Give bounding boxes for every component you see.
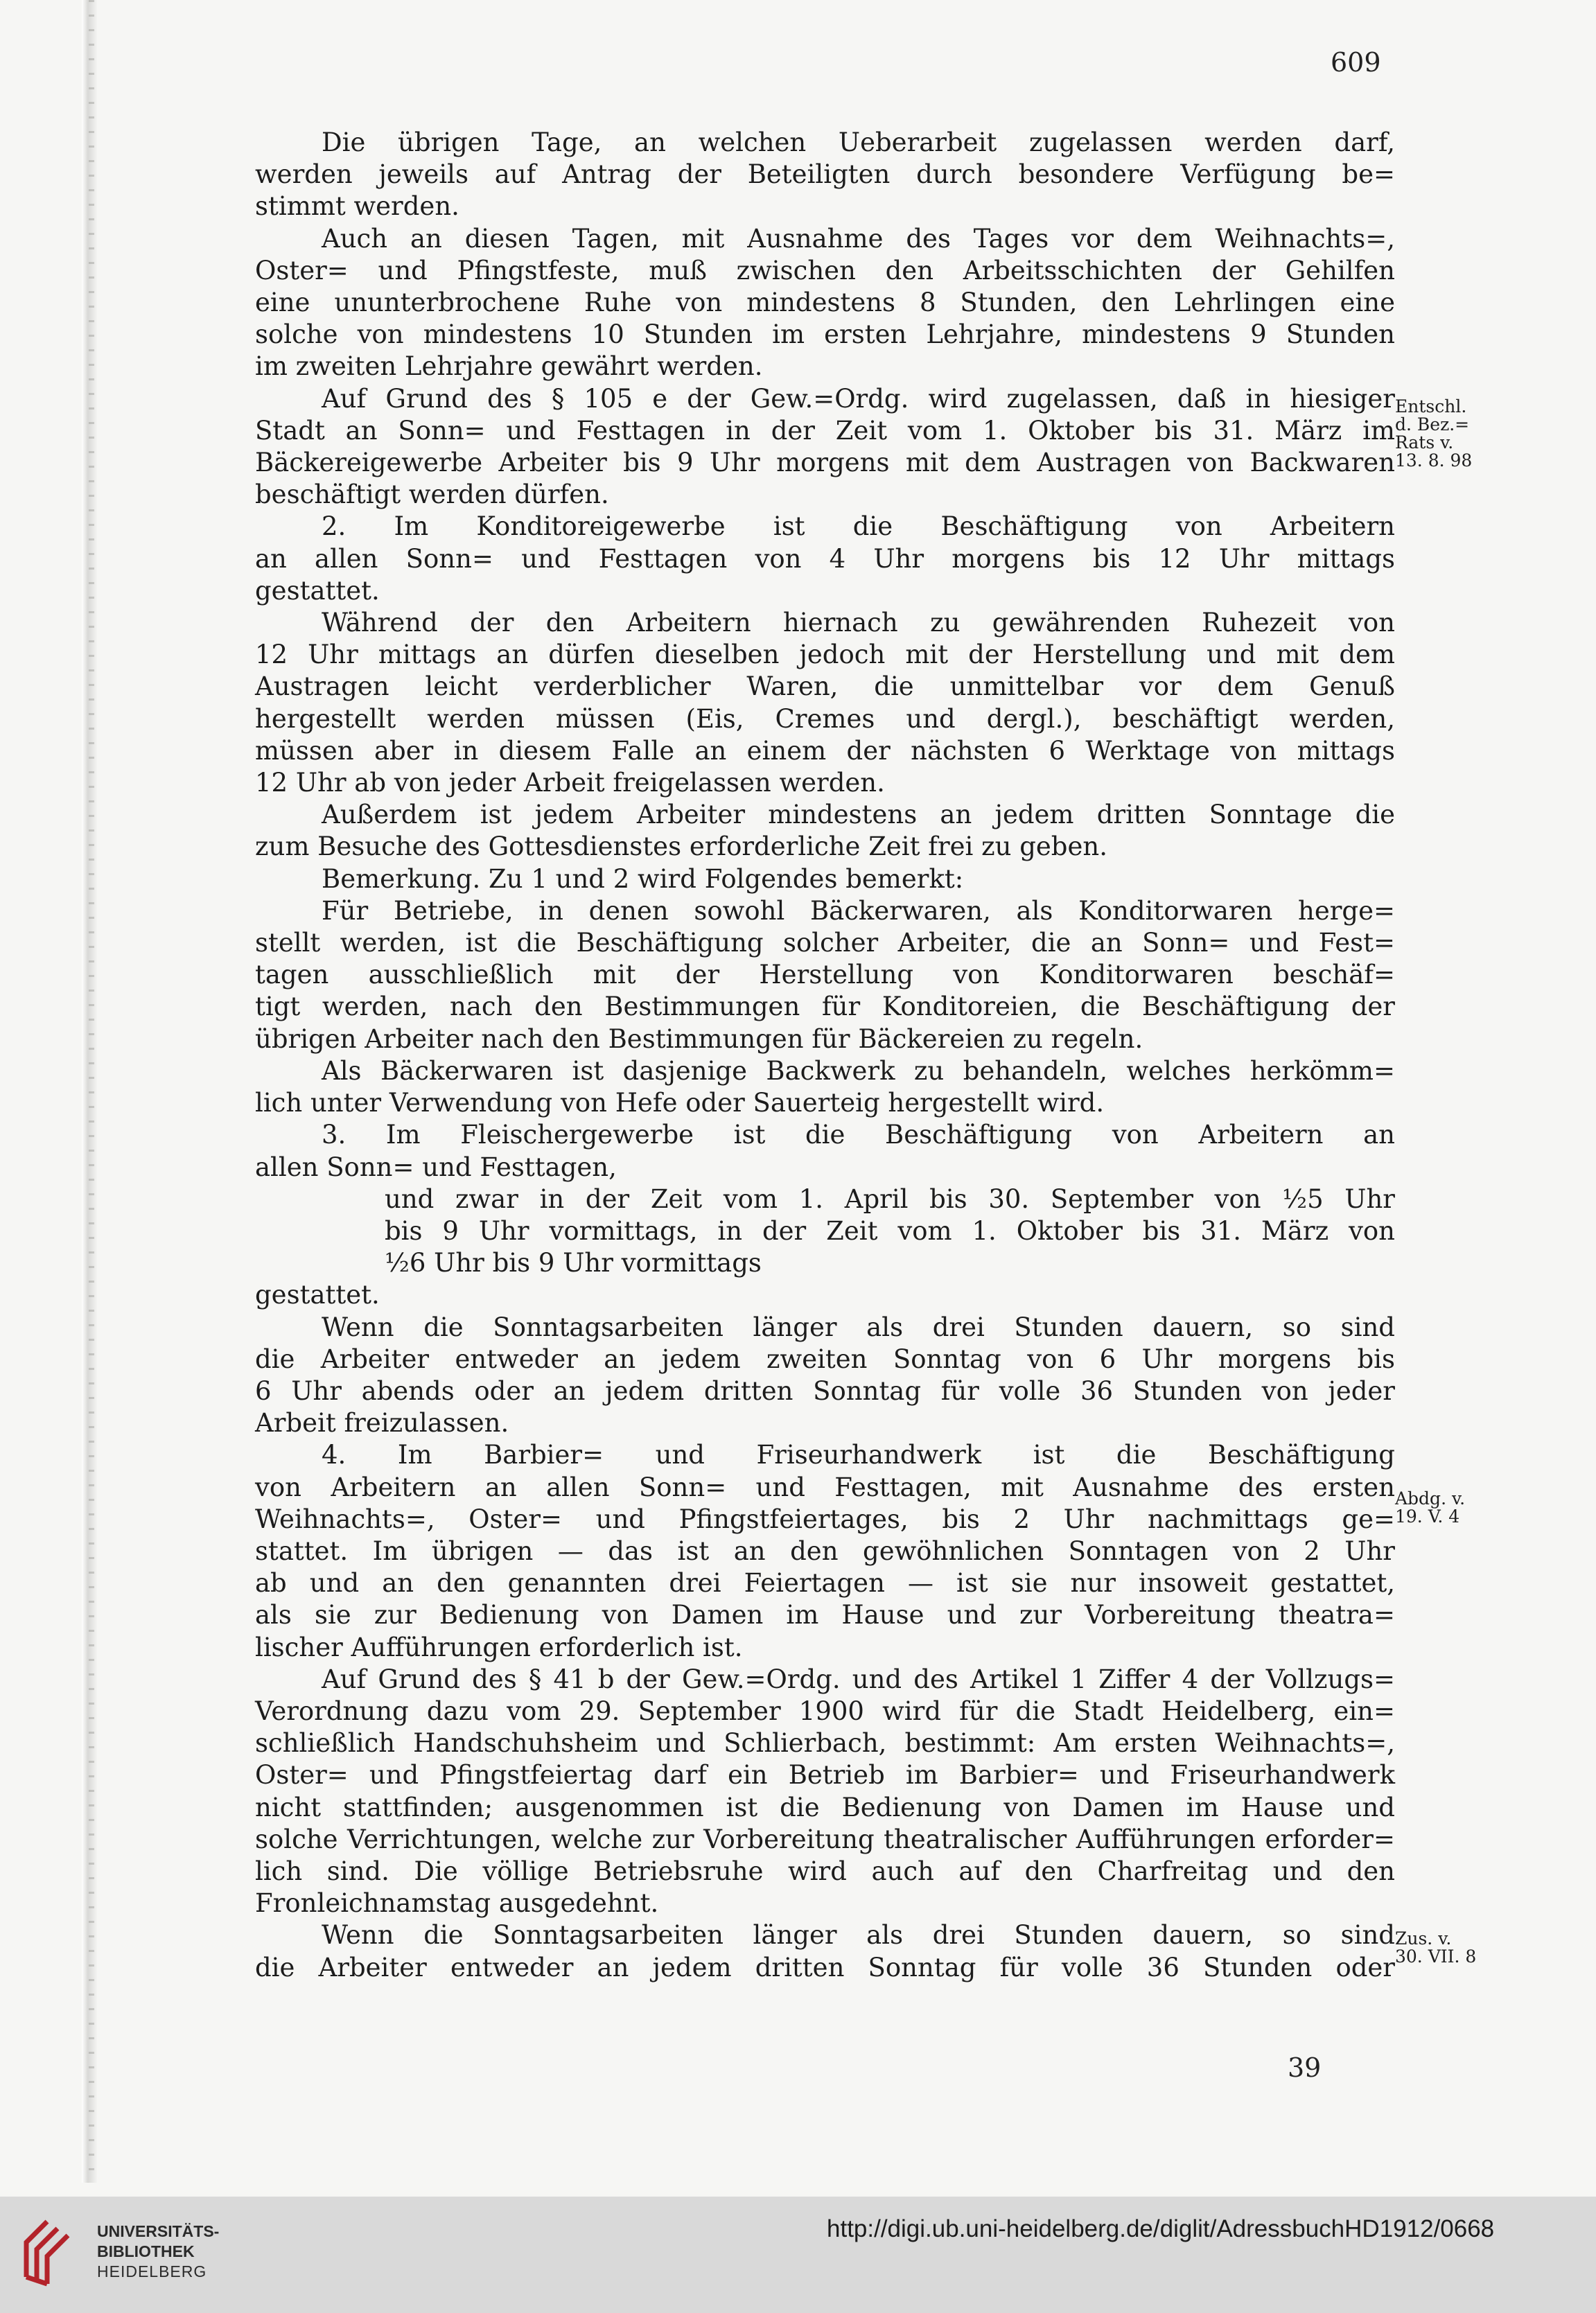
text-line: Die übrigen Tage, an welchen Ueberarbeit zugelassen werden darf,	[322, 127, 1395, 157]
text-line: Während der den Arbeitern hiernach zu gewährenden Ruhezeit von	[322, 608, 1395, 638]
text-line: lich unter Verwendung von Hefe oder Sauerteig hergestellt wird.	[255, 1088, 1105, 1118]
text-line: Oster= und Pfingstfeste, muß zwischen den Arbeitsschichten der Gehilfen	[255, 255, 1395, 285]
library-name-line2: BIBLIOTHEK	[97, 2242, 195, 2260]
text-line: schließlich Handschuhsheim und Schlierbach, bestimmt: Am ersten Weihnachts=,	[255, 1728, 1395, 1759]
text-line: als sie zur Bedienung von Damen im Hause und zur Vorbereitung theatra=	[255, 1600, 1395, 1630]
text-line: Verordnung dazu vom 29. September 1900 wird für die Stadt Heidelberg, ein=	[255, 1696, 1395, 1726]
text-line: die Arbeiter entweder an jedem dritten Sonntag für volle 36 Stunden oder	[255, 1952, 1395, 1982]
section-heading-konditorei: 2. Im Konditoreigewerbe ist die Beschäftigung von Arbeitern	[322, 511, 1395, 542]
text-line: stellt werden, ist die Beschäftigung solcher Arbeiter, die an Sonn= und Fest=	[255, 928, 1395, 958]
text-line: nicht stattfinden; ausgenommen ist die Bedienung von Damen im Hause und	[255, 1792, 1395, 1822]
footer-bar	[0, 2197, 1596, 2313]
text-line: Oster= und Pfingstfeiertag darf ein Betrieb im Barbier= und Friseurhandwerk	[255, 1760, 1395, 1791]
text-line: Arbeit freizulassen.	[255, 1408, 509, 1439]
section-heading-barbier: 4. Im Barbier= und Friseurhandwerk ist die Beschäftigung	[322, 1440, 1395, 1470]
margin-note-zus: Zus. v. 30. VII. 8	[1395, 1928, 1477, 1967]
text-line: ab und an den genannten drei Feiertagen — ist sie nur insoweit gestattet,	[255, 1568, 1395, 1599]
page-number-top: 609	[1331, 47, 1381, 78]
body-text	[255, 127, 1395, 1984]
margin-note-abdg: Abdg. v. 19. V. 4	[1395, 1488, 1466, 1527]
text-line: übrigen Arbeiter nach den Bestimmungen für Bäckereien zu regeln.	[255, 1023, 1143, 1054]
text-line: an allen Sonn= und Festtagen von 4 Uhr morgens bis 12 Uhr mittags	[255, 543, 1395, 574]
text-line: Für Betriebe, in denen sowohl Bäckerwaren, als Konditorwaren herge=	[322, 895, 1395, 926]
text-line: Weihnachts=, Oster= und Pfingstfeiertages, bis 2 Uhr nachmittags ge=	[255, 1504, 1395, 1534]
source-url-link[interactable]: http://digi.ub.uni-heidelberg.de/diglit/AdressbuchHD1912/0668	[827, 2215, 1495, 2242]
text-line: müssen aber in diesem Falle an einem der nächsten 6 Werktage von mittags	[255, 735, 1395, 766]
text-line: Wenn die Sonntagsarbeiten länger als drei Stunden dauern, so sind	[322, 1312, 1395, 1342]
text-line: hergestellt werden müssen (Eis, Cremes und dergl.), beschäftigt werden,	[255, 703, 1395, 734]
text-line: lischer Aufführungen erforderlich ist.	[255, 1632, 743, 1662]
text-line: solche von mindestens 10 Stunden im ersten Lehrjahre, mindestens 9 Stunden	[255, 319, 1395, 350]
library-name-line1: UNIVERSITÄTS-	[97, 2222, 220, 2240]
text-line: Stadt an Sonn= und Festtagen in der Zeit vom 1. Oktober bis 31. März im	[255, 415, 1395, 446]
text-line: von Arbeitern an allen Sonn= und Festtagen, mit Ausnahme des ersten	[255, 1472, 1395, 1502]
library-logo-icon	[19, 2215, 89, 2291]
library-name-line3: HEIDELBERG	[97, 2262, 207, 2280]
text-line: Bäckereigewerbe Arbeiter bis 9 Uhr morgens mit dem Austragen von Backwaren	[255, 448, 1395, 478]
text-line-indented: und zwar in der Zeit vom 1. April bis 30. September von ½5 Uhr	[385, 1184, 1395, 1214]
text-line: gestattet.	[255, 1280, 380, 1310]
text-line: beschäftigt werden dürfen.	[255, 480, 609, 510]
text-line: solche Verrichtungen, welche zur Vorbereitung theatralischer Aufführungen erforder=	[255, 1824, 1395, 1854]
text-line: Als Bäckerwaren ist dasjenige Backwerk zu behandeln, welches herkömm=	[322, 1055, 1395, 1086]
margin-note-entschl: Entschl. d. Bez.= Rats v. 13. 8. 98	[1395, 396, 1473, 470]
text-line: Auf Grund des § 105 e der Gew.=Ordg. wird zugelassen, daß in hiesiger	[322, 383, 1395, 414]
text-line: Austragen leicht verderblicher Waren, die unmittelbar vor dem Genuß	[255, 671, 1395, 702]
text-line: 6 Uhr abends oder an jedem dritten Sonntag für volle 36 Stunden von jeder	[255, 1375, 1395, 1406]
binding-edge	[89, 0, 94, 2183]
text-line: tagen ausschließlich mit der Herstellung von Konditorwaren beschäf=	[255, 960, 1395, 990]
text-line: allen Sonn= und Festtagen,	[255, 1152, 617, 1182]
text-line: lich sind. Die völlige Betriebsruhe wird auch auf den Charfreitag und den	[255, 1856, 1395, 1886]
text-line: stattet. Im übrigen — das ist an den gewöhnlichen Sonntagen von 2 Uhr	[255, 1536, 1395, 1566]
text-line: 12 Uhr mittags an dürfen dieselben jedoch mit der Herstellung und mit dem	[255, 640, 1395, 670]
text-line: eine ununterbrochene Ruhe von mindestens 8 Stunden, den Lehrlingen eine	[255, 288, 1395, 318]
text-line: 12 Uhr ab von jeder Arbeit freigelassen werden.	[255, 768, 885, 798]
text-line: zum Besuche des Gottesdienstes erforderliche Zeit frei zu geben.	[255, 832, 1107, 862]
text-line: tigt werden, nach den Bestimmungen für Konditoreien, die Beschäftigung der	[255, 992, 1395, 1022]
text-line: Fronleichnamstag ausgedehnt.	[255, 1888, 659, 1919]
bemerkung-heading: Bemerkung. Zu 1 und 2 wird Folgendes bemerkt:	[322, 863, 964, 894]
text-line: Auf Grund des § 41 b der Gew.=Ordg. und des Artikel 1 Ziffer 4 der Vollzugs=	[322, 1664, 1395, 1694]
text-line: im zweiten Lehrjahre gewährt werden.	[255, 351, 763, 382]
text-line-indented: ½6 Uhr bis 9 Uhr vormittags	[385, 1248, 762, 1278]
page-number-bottom: 39	[1288, 2052, 1322, 2083]
text-line: die Arbeiter entweder an jedem zweiten Sonntag von 6 Uhr morgens bis	[255, 1344, 1395, 1374]
library-name	[97, 2222, 219, 2282]
text-line: Außerdem ist jedem Arbeiter mindestens an jedem dritten Sonntage die	[322, 800, 1395, 830]
text-line-indented: bis 9 Uhr vormittags, in der Zeit vom 1. Oktober bis 31. März von	[385, 1215, 1395, 1246]
text-line: Wenn die Sonntagsarbeiten länger als drei Stunden dauern, so sind	[322, 1920, 1395, 1951]
text-line: Auch an diesen Tagen, mit Ausnahme des Tages vor dem Weihnachts=,	[322, 223, 1395, 254]
text-line: gestattet.	[255, 575, 380, 606]
text-line: werden jeweils auf Antrag der Beteiligten durch besondere Verfügung be=	[255, 159, 1395, 190]
section-heading-fleischer: 3. Im Fleischergewerbe ist die Beschäftigung von Arbeitern an	[322, 1120, 1395, 1150]
text-line: stimmt werden.	[255, 191, 459, 222]
